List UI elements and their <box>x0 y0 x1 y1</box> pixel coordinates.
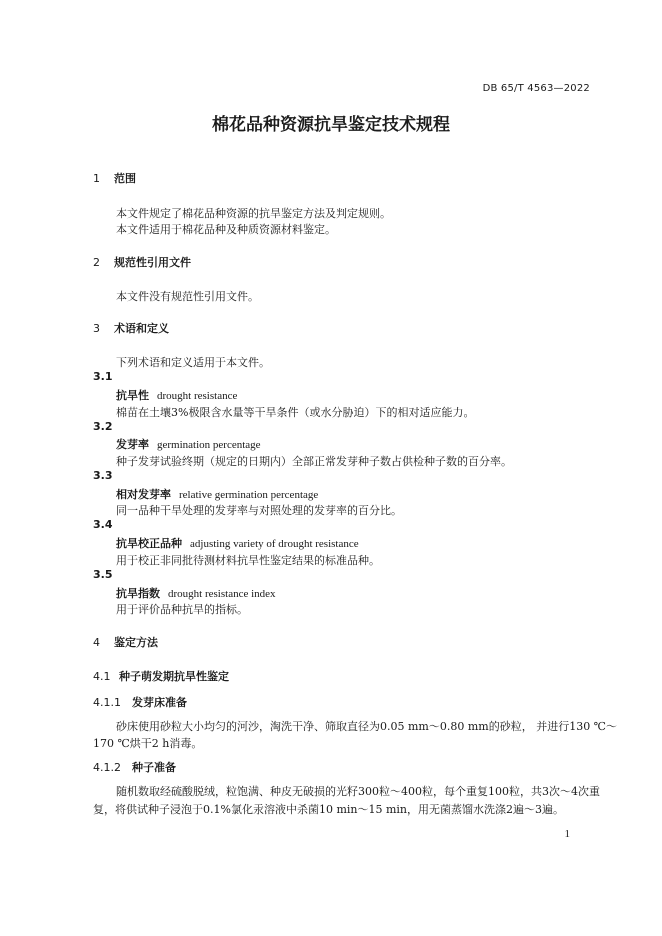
term-zh: 抗旱性 <box>116 389 149 402</box>
term-entry <box>116 436 261 452</box>
term-entry <box>116 585 276 601</box>
paragraph: 本文件没有规范性引用文件。 <box>116 290 259 303</box>
section-title: 范围 <box>114 172 136 185</box>
term-zh: 抗旱指数 <box>116 587 160 600</box>
paragraph-line: 170 ℃烘干2 h消毒。 <box>93 737 203 750</box>
subsection-number: 4.1 <box>93 670 111 683</box>
term-zh: 抗旱校正品种 <box>116 537 182 550</box>
section-title: 术语和定义 <box>114 322 169 335</box>
section-1-heading <box>93 170 136 186</box>
term-number: 3.4 <box>93 518 113 531</box>
term-number: 3.2 <box>93 420 113 433</box>
term-definition: 用于评价品种抗旱的指标。 <box>116 603 248 616</box>
subsection-title: 种子萌发期抗旱性鉴定 <box>119 670 229 683</box>
term-zh: 发芽率 <box>116 438 149 451</box>
term-definition: 同一品种干旱处理的发芽率与对照处理的发芽率的百分比。 <box>116 504 402 517</box>
document-title: 棉花品种资源抗旱鉴定技术规程 <box>212 115 450 135</box>
term-en: adjusting variety of drought resistance <box>190 538 359 550</box>
section-number: 2 <box>93 256 100 269</box>
subsection-number: 4.1.1 <box>93 696 121 709</box>
section-number: 1 <box>93 172 100 185</box>
paragraph-line: 复，将供试种子浸泡于0.1%氯化汞溶液中杀菌10 min～15 min，用无菌蒸馏水洗涤2遍～3遍。 <box>93 803 564 816</box>
subsection-number: 4.1.2 <box>93 761 121 774</box>
paragraph: 本文件规定了棉花品种资源的抗旱鉴定方法及判定规则。 <box>116 207 391 220</box>
term-definition: 棉苗在土壤3%极限含水量等干旱条件（或水分胁迫）下的相对适应能力。 <box>116 406 475 419</box>
term-en: drought resistance <box>157 390 238 402</box>
section-2-heading <box>93 254 191 270</box>
term-definition: 种子发芽试验终期（规定的日期内）全部正常发芽种子数占供检种子数的百分率。 <box>116 455 512 468</box>
term-en: drought resistance index <box>168 588 276 600</box>
page-number: 1 <box>564 828 570 840</box>
section-number: 3 <box>93 322 100 335</box>
section-title: 鉴定方法 <box>114 636 158 649</box>
paragraph-line: 随机数取经硫酸脱绒，粒饱满、种皮无破损的光籽300粒～400粒，每个重复100粒，共3次～4次重 <box>116 785 600 798</box>
subsection-title: 种子准备 <box>132 761 176 774</box>
term-en: germination percentage <box>157 439 261 451</box>
term-number: 3.5 <box>93 568 113 581</box>
term-entry <box>116 535 359 551</box>
subsection-4-1-2-heading <box>93 759 176 775</box>
document-code: DB 65/T 4563—2022 <box>482 83 590 94</box>
paragraph: 下列术语和定义适用于本文件。 <box>116 356 270 369</box>
subsection-4-1-heading <box>93 668 229 684</box>
section-title: 规范性引用文件 <box>114 256 191 269</box>
section-number: 4 <box>93 636 100 649</box>
term-definition: 用于校正非同批待测材料抗旱性鉴定结果的标准品种。 <box>116 554 380 567</box>
paragraph-line: 砂床使用砂粒大小均匀的河沙，淘洗干净、筛取直径为0.05 mm～0.80 mm的砂粒， 并进行130 ℃～ <box>116 720 617 733</box>
section-4-heading <box>93 634 158 650</box>
subsection-4-1-1-heading <box>93 694 187 710</box>
paragraph: 本文件适用于棉花品种及种质资源材料鉴定。 <box>116 223 336 236</box>
subsection-title: 发芽床准备 <box>132 696 187 709</box>
term-number: 3.1 <box>93 370 113 383</box>
term-number: 3.3 <box>93 469 113 482</box>
term-entry <box>116 387 237 403</box>
term-entry <box>116 486 318 502</box>
term-en: relative germination percentage <box>179 489 319 501</box>
section-3-heading <box>93 320 169 336</box>
term-zh: 相对发芽率 <box>116 488 171 501</box>
